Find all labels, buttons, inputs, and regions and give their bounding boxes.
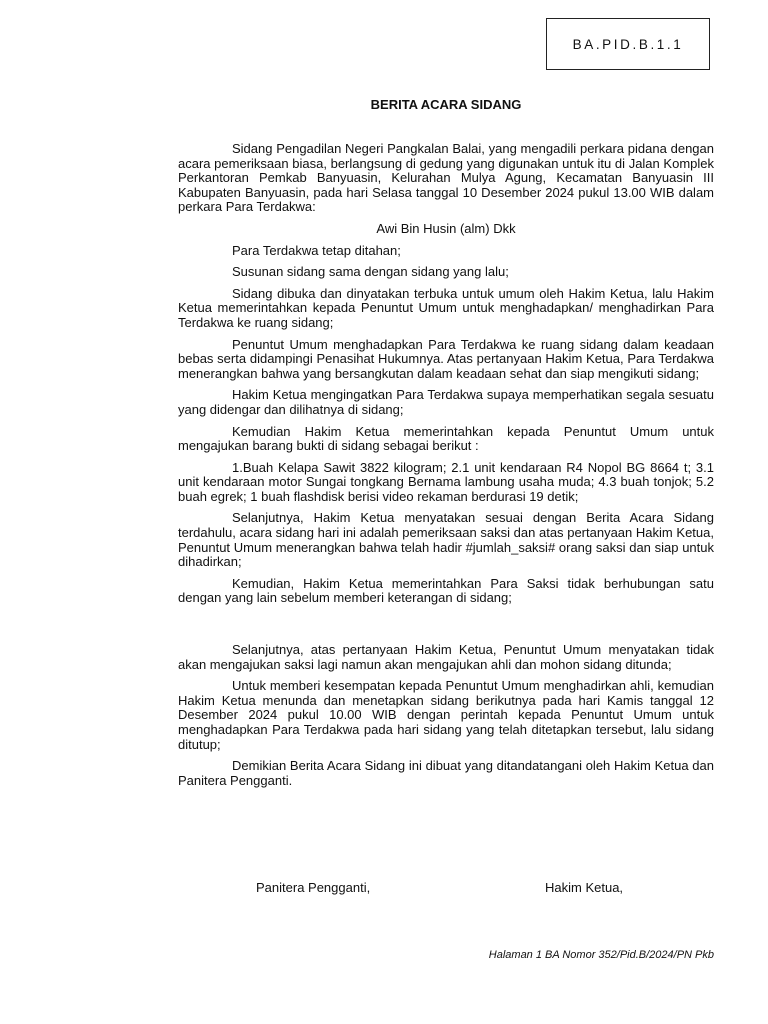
page-footer: Halaman 1 BA Nomor 352/Pid.B/2024/PN Pkb — [488, 949, 714, 961]
paragraph-evidence-order: Kemudian Hakim Ketua memerintahkan kepada Penuntut Umum untuk mengajukan barang bukti di sidang sebagai berikut : — [178, 423, 714, 454]
paragraph-adjournment: Untuk memberi kesempatan kepada Penuntut Umum menghadirkan ahli, kemudian Hakim Ketua menunda dan menetapkan sidang berikutnya pada hari Kamis tanggal 12 Desember 2024 pukul 10.00 WIB dengan perintah kepada Penuntut Umum untuk menghadapkan Para Terdakwa pada hari sidang yang telah ditetapkan tersebut, lalu sidang ditutup; — [178, 678, 714, 752]
paragraph-session-opened: Sidang dibuka dan dinyatakan terbuka untuk umum oleh Hakim Ketua, lalu Hakim Ketua memerintahkan kepada Penuntut Umum untuk menghadapkan/ menghadirkan Para Terdakwa ke ruang sidang; — [178, 285, 714, 330]
blank-space — [178, 613, 714, 643]
document-title: BERITA ACARA SIDANG — [370, 97, 522, 112]
document-code-box — [546, 18, 710, 70]
paragraph-opening: Sidang Pengadilan Negeri Pangkalan Balai, yang mengadili perkara pidana dengan acara pemeriksaan biasa, berlangsung di gedung yang digunakan untuk itu di Jalan Komplek Perkantoran Pemkab Banyuasin, Kelurahan Mulya Agung, Kecamatan Banyuasin III Kabupaten Banyuasin, pada hari Selasa tanggal 10 Desember 2024 pukul 13.00 WIB dalam perkara Para Terdakwa: — [178, 141, 714, 215]
paragraph-defendants-presented: Penuntut Umum menghadapkan Para Terdakwa ke ruang sidang dalam keadaan bebas serta didampingi Penasihat Hukumnya. Atas pertanyaan Hakim Ketua, Para Terdakwa menerangkan bahwa yang bersangkutan dalam keadaan sehat dan siap mengikuti sidang; — [178, 336, 714, 381]
paragraph-detention: Para Terdakwa tetap ditahan; — [232, 242, 401, 258]
paragraph-witness-exam: Selanjutnya, Hakim Ketua menyatakan sesuai dengan Berita Acara Sidang terdahulu, acara sidang hari ini adalah pemeriksaan saksi dan atas pertanyaan Hakim Ketua, Penuntut Umum menerangkan bahwa telah hadir #jumlah_saksi# orang saksi dan siap untuk dihadirkan; — [178, 510, 714, 570]
paragraph-closing: Demikian Berita Acara Sidang ini dibuat yang ditandatangani oleh Hakim Ketua dan Panitera Pengganti. — [178, 758, 714, 788]
paragraph-defendant-name: Awi Bin Husin (alm) Dkk — [376, 220, 516, 236]
signature-judge: Hakim Ketua, — [545, 880, 624, 895]
paragraph-no-more-witness: Selanjutnya, atas pertanyaan Hakim Ketua, Penuntut Umum menyatakan tidak akan mengajukan saksi lagi namun akan mengajukan ahli dan mohon sidang ditunda; — [178, 642, 714, 672]
paragraph-evidence-list: 1.Buah Kelapa Sawit 3822 kilogram; 2.1 unit kendaraan R4 Nopol BG 8664 t; 3.1 unit kendaraan motor Sungai tongkang Bernama lambung usaha muda; 4.3 buah tonjok; 5.2 buah egrek; 1 buah flashdisk berisi video rekaman berdurasi 19 detik; — [178, 459, 714, 504]
paragraph-composition: Susunan sidang sama dengan sidang yang lalu; — [232, 264, 509, 280]
signature-clerk: Panitera Pengganti, — [256, 880, 371, 895]
document-body — [178, 142, 714, 795]
paragraph-reminder: Hakim Ketua mengingatkan Para Terdakwa supaya memperhatikan segala sesuatu yang didengar dan dilihatnya di sidang; — [178, 387, 714, 417]
document-code: BA.PID.B.1.1 — [572, 36, 684, 52]
paragraph-witness-separation: Kemudian, Hakim Ketua memerintahkan Para Saksi tidak berhubungan satu dengan yang lain sebelum memberi keterangan di sidang; — [178, 575, 714, 606]
